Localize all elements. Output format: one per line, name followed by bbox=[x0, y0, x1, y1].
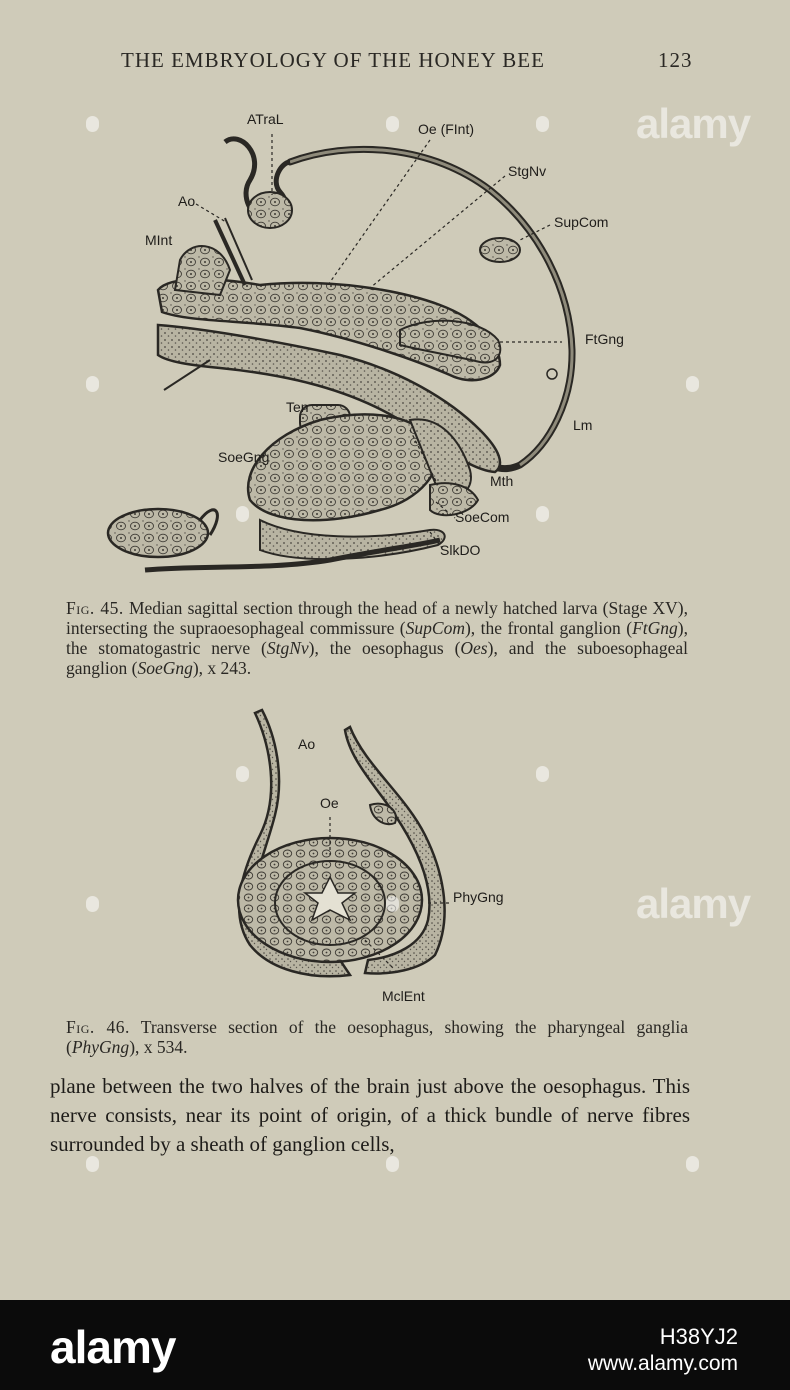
watermark-dot bbox=[536, 506, 549, 522]
figure-45-caption bbox=[66, 598, 688, 678]
page-number: 123 bbox=[658, 48, 693, 72]
running-head bbox=[0, 48, 790, 74]
label-lm: Lm bbox=[573, 417, 593, 433]
label-soecom: SoeCom bbox=[455, 509, 510, 525]
caption-45-text-1: Median sagittal section through the head of a newly hatched larva (Stage XV), intersecting the supraoesophageal commissure ( bbox=[66, 598, 688, 638]
caption-45-text-5: ), and the suboesophageal ganglion ( bbox=[66, 638, 688, 678]
caption-45-term-ftgng: FtGng bbox=[632, 618, 678, 638]
figure-45-number: Fig. 45. bbox=[66, 598, 124, 618]
watermark-dot bbox=[86, 376, 99, 392]
label-mclent: MclEnt bbox=[382, 988, 425, 1004]
watermark-dot bbox=[86, 116, 99, 132]
caption-45-term-oes: Oes bbox=[460, 638, 488, 658]
body-paragraph: plane between the two halves of the brain just above the oesophagus. This nerve consists, near its point of origin, of a thick bundle of nerve fibres surrounded by a sheath of ganglion cells, bbox=[50, 1074, 690, 1156]
figure-45-drawing bbox=[100, 100, 660, 590]
caption-46-text-2: ), x 534. bbox=[129, 1037, 188, 1057]
label-atral: ATraL bbox=[247, 111, 284, 127]
footer-url: www.alamy.com bbox=[587, 1352, 738, 1375]
figure-46-drawing bbox=[190, 705, 550, 1010]
figure-46-transverse-section bbox=[190, 705, 550, 1010]
caption-45-text-4: ), the oesophagus ( bbox=[308, 638, 461, 658]
watermark-dot bbox=[236, 506, 249, 522]
caption-45-text-2: ), the frontal ganglion ( bbox=[464, 618, 633, 638]
label-oe: Oe bbox=[320, 795, 339, 811]
caption-45-term-supcom: SupCom bbox=[405, 618, 465, 638]
watermark-dot bbox=[86, 896, 99, 912]
label-supcom: SupCom bbox=[554, 214, 609, 230]
watermark-top-right: alamy bbox=[636, 100, 751, 147]
label-phygng: PhyGng bbox=[453, 889, 504, 905]
watermark-dot bbox=[536, 116, 549, 132]
figure-45-sagittal-section bbox=[100, 100, 660, 590]
label-stgnv: StgNv bbox=[508, 163, 547, 179]
figure-46-caption bbox=[66, 1017, 688, 1057]
caption-45-term-stgnv: StgNv bbox=[266, 638, 309, 658]
caption-45-term-soegng: SoeGng bbox=[137, 658, 193, 678]
caption-46-term-phygng: PhyGng bbox=[71, 1037, 130, 1057]
footer-logo: alamy bbox=[50, 1321, 176, 1373]
caption-45-text-3: ), the stomatogastric nerve ( bbox=[66, 618, 688, 658]
watermark-dot bbox=[386, 896, 399, 912]
label-slkdo: SlkDO bbox=[440, 542, 481, 558]
image-code: H38YJ2 bbox=[659, 1324, 738, 1349]
stock-footer-bar bbox=[0, 1300, 790, 1390]
label-mth: Mth bbox=[490, 473, 514, 489]
label-ao: Ao bbox=[178, 193, 196, 209]
watermark-bottom-right: alamy bbox=[636, 880, 751, 927]
label-ao: Ao bbox=[298, 736, 316, 752]
watermark-dot bbox=[386, 116, 399, 132]
running-title: THE EMBRYOLOGY OF THE HONEY BEE bbox=[121, 48, 545, 72]
label-soegng: SoeGng bbox=[218, 449, 270, 465]
watermark-dot bbox=[536, 766, 549, 782]
watermark-dot bbox=[86, 1156, 99, 1172]
label-oe-fint: Oe (FInt) bbox=[418, 121, 475, 137]
caption-46-text-1: Transverse section of the oesophagus, showing the pharyngeal ganglia ( bbox=[66, 1017, 688, 1057]
watermark-dot bbox=[386, 1156, 399, 1172]
watermark-dot bbox=[686, 1156, 699, 1172]
label-ftgng: FtGng bbox=[585, 331, 624, 347]
label-mint: MInt bbox=[145, 232, 173, 248]
watermark-dot bbox=[686, 376, 699, 392]
watermark-dot bbox=[236, 766, 249, 782]
label-ten: Ten bbox=[286, 399, 309, 415]
figure-46-number: Fig. 46. bbox=[66, 1017, 130, 1037]
caption-45-text-6: ), x 243. bbox=[192, 658, 252, 678]
